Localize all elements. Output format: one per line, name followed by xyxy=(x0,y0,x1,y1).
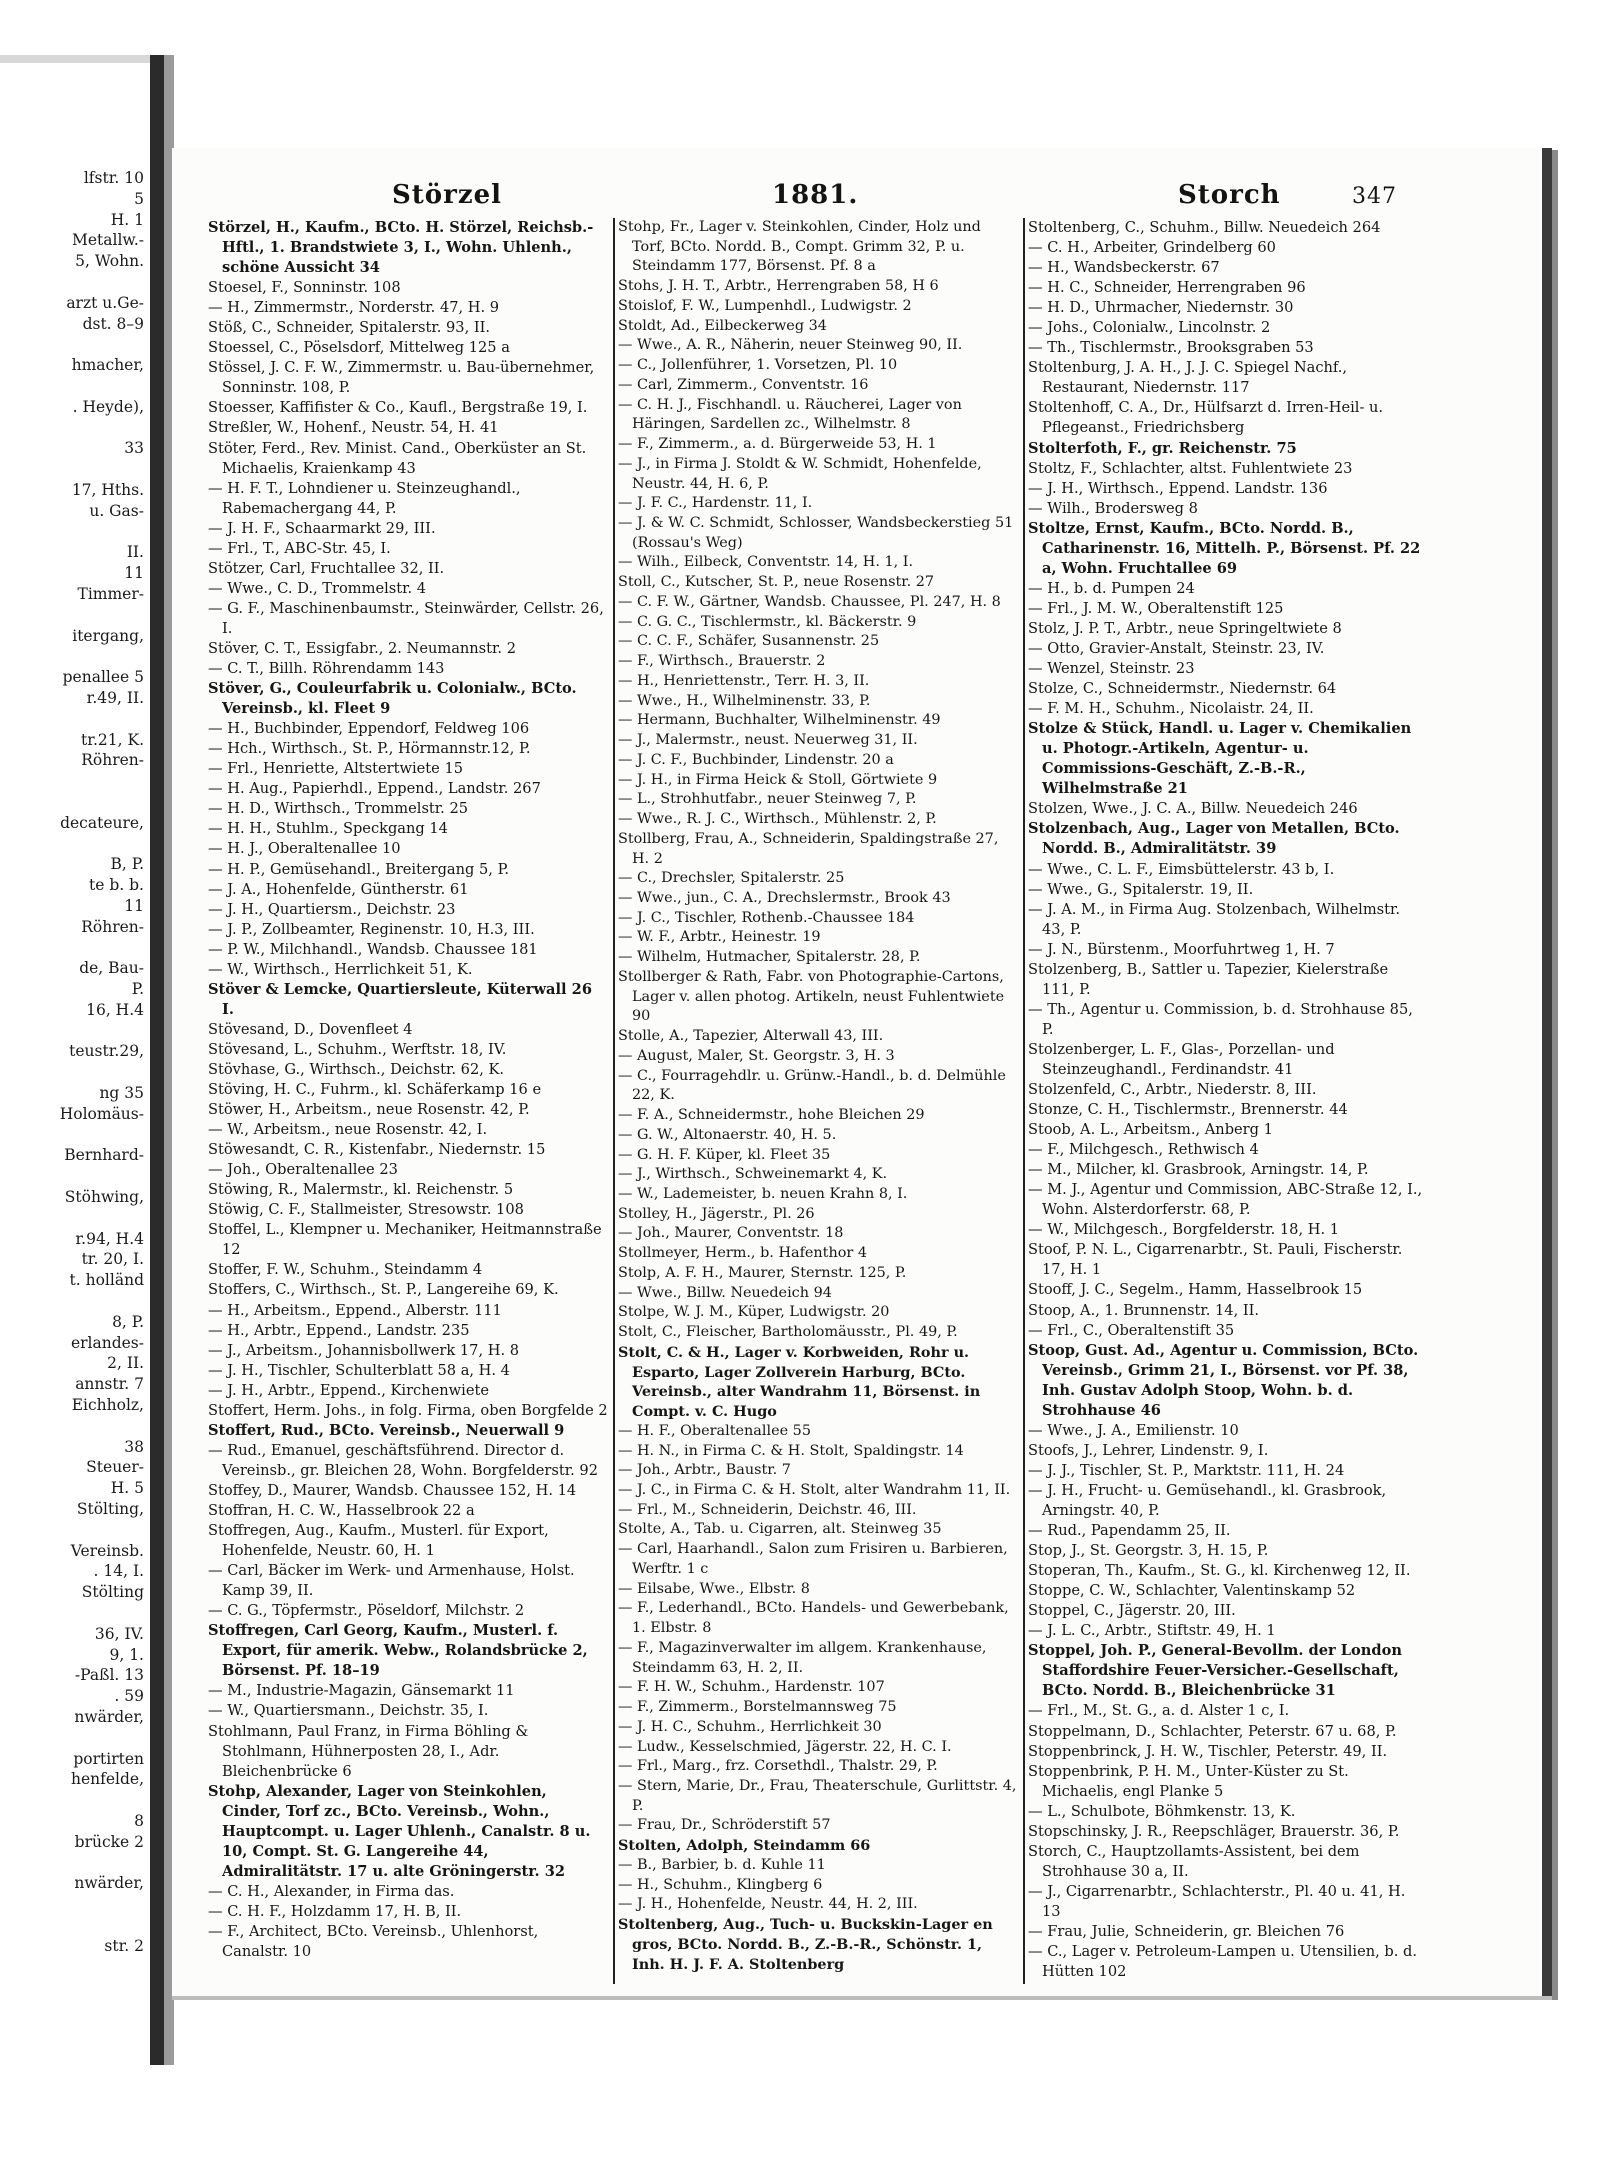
directory-entry: Stollberger & Rath, Fabr. von Photographie-Cartons, Lager v. allen photog. Artikeln, neust Fuhlentwiete 90 xyxy=(618,968,1005,1025)
directory-entry: — H. C., Schneider, Herrengraben 96 xyxy=(1028,279,1306,297)
directory-entry: Stohp, Fr., Lager v. Steinkohlen, Cinder, Holz und Torf, BCto. Nordd. B., Compt. Grimm 32, P. u. Steindamm 177, Börsenst. Pf. 8 a xyxy=(618,219,981,275)
directory-entry: Stoltenburg, J. A. H., J. J. C. Spiegel Nachf., Restaurant, Niedernstr. 117 xyxy=(1028,359,1348,397)
fragment-line: Stölting xyxy=(81,1583,144,1602)
fragment-line: arzt u.Ge- xyxy=(66,293,144,312)
fragment-line: lfstr. 10 xyxy=(83,169,144,187)
directory-entry: — J. H., Tischler, Schulterblatt 58 a, H. 4 xyxy=(208,1361,510,1379)
directory-entry: — Wilh., Eilbeck, Conventstr. 14, H. 1, I. xyxy=(618,554,914,571)
running-head-left: Störzel xyxy=(392,180,503,210)
directory-entry: Stolterfoth, F., gr. Reichenstr. 75 xyxy=(1028,439,1297,457)
directory-entry: Stötzer, Carl, Fruchtallee 32, II. xyxy=(208,559,445,577)
left-page-fragment xyxy=(0,168,150,1957)
directory-entry: Stoltze, Ernst, Kaufm., BCto. Nordd. B., Catharinenstr. 16, Mittelh. P., Börsenst. Pf. 22 a, Wohn. Fruchtallee 69 xyxy=(1028,519,1421,577)
fragment-line xyxy=(0,1021,150,1042)
fragment-line: 11 xyxy=(124,564,144,583)
fragment-line xyxy=(0,1125,150,1146)
directory-entry: — C. G., Töpfermstr., Pöseldorf, Milchstr. 2 xyxy=(208,1602,525,1620)
directory-entry: — H. F., Oberaltenallee 55 xyxy=(618,1422,811,1439)
directory-entry: Stöwer, H., Arbeitsm., neue Rosenstr. 42, P. xyxy=(208,1101,530,1119)
column-2 xyxy=(618,218,1018,1974)
directory-entry: — Wwe., C. D., Trommelstr. 4 xyxy=(208,579,427,597)
fragment-line xyxy=(0,709,150,730)
directory-entry: — F., Zimmerm., Borstelmannsweg 75 xyxy=(618,1699,897,1716)
directory-entry: Stoltenhoff, C. A., Dr., Hülfsarzt d. Irren-Heil- u. Pflegeanst., Friedrichsberg xyxy=(1028,399,1384,437)
directory-entry: — J. H., Wirthsch., Eppend. Landstr. 136 xyxy=(1028,479,1328,497)
directory-entry: Stoppenbrinck, J. H. W., Tischler, Peterstr. 49, II. xyxy=(1028,1742,1388,1760)
directory-entry: — Wwe., Billw. Neuedeich 94 xyxy=(618,1284,832,1301)
directory-entry: — L., Schulbote, Böhmkenstr. 13, K. xyxy=(1028,1802,1296,1820)
directory-entry: — Wenzel, Steinstr. 23 xyxy=(1028,660,1195,678)
directory-entry: Stöwig, C. F., Stallmeister, Stresowstr. 108 xyxy=(208,1201,524,1219)
directory-entry: — W., Milchgesch., Borgfelderstr. 18, H. 1 xyxy=(1028,1221,1340,1239)
directory-entry: — Rud., Papendamm 25, II. xyxy=(1028,1522,1231,1540)
fragment-line: Holomäus- xyxy=(59,1104,144,1123)
directory-entry: — F., Milchgesch., Rethwisch 4 xyxy=(1028,1141,1259,1159)
fragment-line xyxy=(0,1790,150,1811)
directory-entry: — H. J., Oberaltenallee 10 xyxy=(208,840,401,858)
fragment-line: Röhren- xyxy=(81,751,144,770)
directory-entry: — J. A., Hohenfelde, Güntherstr. 61 xyxy=(208,880,469,898)
directory-entry: Stoffel, L., Klempner u. Mechaniker, Heitmannstraße 12 xyxy=(208,1221,602,1259)
directory-entry: — J. H. C., Schuhm., Herrlichkeit 30 xyxy=(618,1718,882,1735)
directory-entry: — F., Zimmerm., a. d. Bürgerweide 53, H. 1 xyxy=(618,436,937,453)
directory-entry: — Frl., Henriette, Altstertwiete 15 xyxy=(208,760,464,778)
directory-entry: — Wwe., A. R., Näherin, neuer Steinweg 90, II. xyxy=(618,337,963,354)
fragment-line: 33 xyxy=(124,439,144,458)
fragment-line: 5, Wohn. xyxy=(75,252,144,271)
directory-entry: Stöver, G., Couleurfabrik u. Colonialw., BCto. Vereinsb., kl. Fleet 9 xyxy=(208,680,577,718)
directory-entry: Stolt, C., Fleischer, Bartholomäusstr., Pl. 49, P. xyxy=(618,1324,958,1341)
directory-entry: Stoffert, Herm. Johs., in folg. Firma, oben Borgfelde 2 xyxy=(208,1401,608,1419)
fragment-line: tr.21, K. xyxy=(81,730,144,749)
directory-entry: Stoffregen, Aug., Kaufm., Musterl. für Export, Hohenfelde, Neustr. 60, H. 1 xyxy=(208,1522,549,1560)
directory-entry: — J., in Firma J. Stoldt & W. Schmidt, Hohenfelde, Neustr. 44, H. 6, P. xyxy=(618,455,982,492)
directory-entry: — H. D., Wirthsch., Trommelstr. 25 xyxy=(208,800,469,818)
directory-entry: — C. T., Billh. Röhrendamm 143 xyxy=(208,660,445,678)
directory-entry: — J., Cigarrenarbtr., Schlachterstr., Pl. 40 u. 41, H. 13 xyxy=(1028,1882,1406,1920)
fragment-line: 2, II. xyxy=(107,1354,144,1373)
directory-entry: — M., Industrie-Magazin, Gänsemarkt 11 xyxy=(208,1682,515,1700)
directory-entry: Stoob, A. L., Arbeitsm., Anberg 1 xyxy=(1028,1121,1273,1139)
directory-entry: — H. P., Gemüsehandl., Breitergang 5, P. xyxy=(208,860,510,878)
fragment-line: II. xyxy=(126,543,144,562)
directory-entry: — Carl, Bäcker im Werk- und Armenhause, Holst. Kamp 39, II. xyxy=(208,1562,575,1600)
fragment-line xyxy=(0,1062,150,1083)
directory-entry: Stoppel, C., Jägerstr. 20, III. xyxy=(1028,1602,1236,1620)
directory-entry: Stolze & Stück, Handl. u. Lager v. Chemikalien u. Photogr.-Artikeln, Agentur- u. Commissions-Geschäft, Z.-B.-R., Wilhelmstraße 21 xyxy=(1028,720,1412,798)
directory-entry: — Wwe., H., Wilhelminenstr. 33, P. xyxy=(618,692,871,709)
fragment-line: annstr. 7 xyxy=(75,1375,144,1394)
directory-entry: — Joh., Arbtr., Baustr. 7 xyxy=(618,1462,791,1479)
column-divider xyxy=(613,218,615,1984)
fragment-line: Stöhwing, xyxy=(64,1188,144,1207)
fragment-line: -Paßl. 13 xyxy=(74,1666,144,1685)
fragment-line: Stölting, xyxy=(76,1500,144,1518)
fragment-line: 8 xyxy=(134,1811,144,1830)
directory-entry: — Wwe., jun., C. A., Drechslermstr., Brook 43 xyxy=(618,889,951,906)
directory-entry: Stoppel, Joh. P., General-Bevollm. der London Staffordshire Feuer-Versicher.-Gesellschaft, BCto. Nordd. B., Bleichenbrücke 31 xyxy=(1028,1642,1402,1700)
directory-entry: — Eilsabe, Wwe., Elbstr. 8 xyxy=(618,1580,810,1597)
directory-entry: — C. H., Alexander, in Firma das. xyxy=(208,1882,455,1900)
directory-entry: — J. P., Zollbeamter, Reginenstr. 10, H.3, III. xyxy=(208,920,535,938)
directory-entry: Stövesand, D., Dovenfleet 4 xyxy=(208,1020,413,1038)
directory-entry: — Joh., Maurer, Conventstr. 18 xyxy=(618,1225,844,1242)
fragment-line: hmacher, xyxy=(71,356,144,375)
directory-entry: Stolt, C. & H., Lager v. Korbweiden, Rohr u. Esparto, Lager Zollverein Harburg, BCto. Vereinsb., alter Wandrahm 11, Börsenst. in Compt. v. C. Hugo xyxy=(618,1343,981,1421)
column-3 xyxy=(1028,218,1424,1982)
directory-page xyxy=(160,148,1542,1998)
fragment-line: itergang, xyxy=(72,626,144,645)
directory-entry: — C. G. C., Tischlermstr., kl. Bäckerstr. 9 xyxy=(618,613,917,630)
directory-entry: — Hch., Wirthsch., St. P., Hörmannstr.12, P. xyxy=(208,740,531,758)
directory-entry: — J. H. F., Schaarmarkt 29, III. xyxy=(208,519,436,537)
directory-entry: — J. H., Frucht- u. Gemüsehandl., kl. Grasbrook, Arningstr. 40, P. xyxy=(1028,1481,1387,1519)
fragment-line xyxy=(0,1915,150,1936)
fragment-line: Eichholz, xyxy=(71,1396,144,1415)
directory-entry: — Frau, Julie, Schneiderin, gr. Bleichen 76 xyxy=(1028,1922,1345,1940)
directory-entry: Stoesel, F., Sonninstr. 108 xyxy=(208,279,401,297)
directory-entry: Stöwing, R., Malermstr., kl. Reichenstr. 5 xyxy=(208,1181,514,1199)
fragment-line xyxy=(0,522,150,543)
fragment-line: portirten xyxy=(73,1749,144,1768)
fragment-line xyxy=(0,418,150,439)
directory-entry: — August, Maler, St. Georgstr. 3, H. 3 xyxy=(618,1047,895,1064)
directory-entry: — H., Arbeitsm., Eppend., Alberstr. 111 xyxy=(208,1301,502,1319)
fragment-line: r.49, II. xyxy=(86,688,144,707)
directory-entry: Stoffert, Rud., BCto. Vereinsb., Neuerwall 9 xyxy=(208,1421,565,1439)
directory-entry: — H. Aug., Papierhdl., Eppend., Landstr. 267 xyxy=(208,780,541,798)
fragment-line xyxy=(0,834,150,855)
page-number: 347 xyxy=(1352,184,1397,209)
directory-entry: — H., Wandsbeckerstr. 67 xyxy=(1028,259,1220,277)
directory-entry: Stoessel, C., Pöselsdorf, Mittelweg 125 a xyxy=(208,339,510,357)
fragment-line: . 14, I. xyxy=(93,1562,144,1581)
directory-entry: Stoperan, Th., Kaufm., St. G., kl. Kirchenweg 12, II. xyxy=(1028,1562,1411,1580)
fragment-line: henfelde, xyxy=(70,1770,144,1789)
directory-entry: — J. N., Bürstenm., Moorfuhrtweg 1, H. 7 xyxy=(1028,940,1335,958)
directory-entry: — Frl., T., ABC-Str. 45, I. xyxy=(208,539,391,557)
directory-entry: — G. W., Altonaerstr. 40, H. 5. xyxy=(618,1126,837,1143)
directory-entry: — H. D., Uhrmacher, Niedernstr. 30 xyxy=(1028,299,1294,317)
fragment-line: . Heyde), xyxy=(72,397,144,416)
directory-entry: — J., Malermstr., neust. Neuerweg 31, II. xyxy=(618,732,918,749)
fragment-line: H. 5 xyxy=(110,1479,144,1498)
directory-entry: Stohs, J. H. T., Arbtr., Herrengraben 58, H 6 xyxy=(618,278,939,295)
fragment-line: P. xyxy=(131,980,144,999)
directory-entry: Stonze, C. H., Tischlermstr., Brennerstr. 44 xyxy=(1028,1101,1348,1119)
fragment-line xyxy=(0,376,150,397)
directory-entry: — Wwe., C. L. F., Eimsbüttelerstr. 43 b, I. xyxy=(1028,860,1335,878)
directory-entry: — Frl., J. M. W., Oberaltenstift 125 xyxy=(1028,599,1284,617)
directory-entry: Stoislof, F. W., Lumpenhdl., Ludwigstr. 2 xyxy=(618,297,912,314)
fragment-line: teustr.29, xyxy=(69,1042,144,1061)
directory-entry: — W., Arbeitsm., neue Rosenstr. 42, I. xyxy=(208,1121,488,1139)
fragment-line xyxy=(0,1208,150,1229)
fragment-line: decateure, xyxy=(60,813,144,832)
directory-entry: — Th., Agentur u. Commission, b. d. Strohhause 85, P. xyxy=(1028,1000,1413,1038)
directory-entry: Stopschinsky, J. R., Reepschläger, Brauerstr. 36, P. xyxy=(1028,1822,1400,1840)
directory-entry: — C. H., Arbeiter, Grindelberg 60 xyxy=(1028,239,1276,257)
directory-entry: — J. H., Hohenfelde, Neustr. 44, H. 2, III. xyxy=(618,1896,918,1913)
directory-entry: — C. C. F., Schäfer, Susannenstr. 25 xyxy=(618,633,880,650)
directory-entry: Stoltenberg, C., Schuhm., Billw. Neuedeich 264 xyxy=(1028,219,1381,236)
directory-entry: Stoffers, C., Wirthsch., St. P., Langereihe 69, K. xyxy=(208,1281,559,1299)
directory-entry: Stolte, A., Tab. u. Cigarren, alt. Steinweg 35 xyxy=(618,1521,942,1538)
fragment-line xyxy=(0,1291,150,1312)
fragment-line: tr. 20, I. xyxy=(81,1250,144,1269)
directory-entry: — P. W., Milchhandl., Wandsb. Chaussee 181 xyxy=(208,940,538,958)
directory-entry: — Johs., Colonialw., Lincolnstr. 2 xyxy=(1028,319,1271,337)
fragment-line: Röhren- xyxy=(81,917,144,936)
fragment-line xyxy=(0,771,150,792)
fragment-line xyxy=(0,1728,150,1749)
directory-entry: Stöwesandt, C. R., Kistenfabr., Niedernstr. 15 xyxy=(208,1141,546,1159)
directory-entry: Stohlmann, Paul Franz, in Firma Böhling & Stohlmann, Hühnerposten 28, I., Adr. Bleichenbrücke 6 xyxy=(208,1722,529,1780)
fragment-line: erlandes- xyxy=(70,1333,144,1352)
directory-entry: — B., Barbier, b. d. Kuhle 11 xyxy=(618,1856,826,1873)
directory-entry: Stollmeyer, Herm., b. Hafenthor 4 xyxy=(618,1245,868,1262)
fragment-line xyxy=(0,1894,150,1915)
directory-entry: — F. A., Schneidermstr., hohe Bleichen 29 xyxy=(618,1107,925,1124)
fragment-line xyxy=(0,272,150,293)
directory-entry: — J. H., Quartiersm., Deichstr. 23 xyxy=(208,900,456,918)
directory-entry: Störzel, H., Kaufm., BCto. H. Störzel, Reichsb.-Hftl., 1. Brandstwiete 3, I., Wohn. Uhlenh., schöne Aussicht 34 xyxy=(208,219,594,277)
directory-entry: — J. F. C., Hardenstr. 11, I. xyxy=(618,495,813,512)
directory-entry: — Frl., M., Schneiderin, Deichstr. 46, III. xyxy=(618,1501,917,1518)
fragment-line: 17, Hths. xyxy=(71,480,144,499)
directory-entry: — Wwe., R. J. C., Wirthsch., Mühlenstr. 2, P. xyxy=(618,811,937,828)
fragment-line: brücke 2 xyxy=(74,1832,144,1851)
directory-entry: Stoldt, Ad., Eilbeckerweg 34 xyxy=(618,317,827,334)
directory-entry: — F., Wirthsch., Brauerstr. 2 xyxy=(618,653,826,670)
fragment-line: nwärder, xyxy=(74,1707,144,1726)
directory-entry: Stolley, H., Jägerstr., Pl. 26 xyxy=(618,1205,815,1222)
fragment-line: B, P. xyxy=(110,855,144,874)
fragment-line xyxy=(0,937,150,958)
fragment-line xyxy=(0,646,150,667)
directory-entry: — H., Zimmermstr., Norderstr. 47, H. 9 xyxy=(208,299,500,317)
directory-entry: — H., Schuhm., Klingberg 6 xyxy=(618,1876,823,1893)
directory-entry: — J. C., in Firma C. & H. Stolt, alter Wandrahm 11, II. xyxy=(618,1482,1011,1498)
directory-entry: — W., Wirthsch., Herrlichkeit 51, K. xyxy=(208,960,473,978)
fragment-line: Metallw.- xyxy=(71,231,144,250)
fragment-line: 11 xyxy=(124,896,144,915)
directory-entry: — J. & W. C. Schmidt, Schlosser, Wandsbeckerstieg 51 (Rossau's Weg) xyxy=(618,515,1014,551)
directory-entry: — M., Milcher, kl. Grasbrook, Arningstr. 14, P. xyxy=(1028,1161,1369,1179)
directory-entry: — Joh., Oberaltenallee 23 xyxy=(208,1161,398,1179)
directory-entry: — J. C. F., Buchbinder, Lindenstr. 20 a xyxy=(618,751,894,768)
fragment-line xyxy=(0,1520,150,1541)
directory-entry: — C., Drechsler, Spitalerstr. 25 xyxy=(618,870,845,887)
directory-entry: Stolzenbach, Aug., Lager von Metallen, BCto. Nordd. B., Admiralitätstr. 39 xyxy=(1028,820,1400,858)
directory-entry: — C., Fourragehdlr. u. Grünw.-Handl., b. d. Delmühle 22, K. xyxy=(618,1067,1006,1104)
fragment-line: t. holländ xyxy=(69,1271,144,1290)
fragment-line: Timmer- xyxy=(77,584,144,603)
directory-entry: — F., Lederhandl., BCto. Handels- und Gewerbebank, 1. Elbstr. 8 xyxy=(618,1600,1009,1637)
fragment-line: 5 xyxy=(134,189,144,208)
fragment-line xyxy=(0,1603,150,1624)
directory-entry: — Carl, Haarhandl., Salon zum Frisiren u. Barbieren, Werftr. 1 c xyxy=(618,1541,1008,1577)
directory-entry: Stövesand, L., Schuhm., Werftstr. 18, IV. xyxy=(208,1040,507,1058)
fragment-line: u. Gas- xyxy=(89,501,144,520)
directory-entry: Stöver, C. T., Essigfabr., 2. Neumannstr. 2 xyxy=(208,639,516,657)
fragment-line: ng 35 xyxy=(99,1084,144,1103)
directory-entry: — Hermann, Buchhalter, Wilhelminenstr. 49 xyxy=(618,712,941,729)
directory-entry: Stolzenfeld, C., Arbtr., Niederstr. 8, III. xyxy=(1028,1081,1317,1099)
directory-entry: — H., Buchbinder, Eppendorf, Feldweg 106 xyxy=(208,720,530,738)
directory-entry: — J. H., Arbtr., Eppend., Kirchenwiete xyxy=(208,1381,489,1399)
directory-entry: — W., Lademeister, b. neuen Krahn 8, I. xyxy=(618,1185,908,1202)
fragment-line: te b. b. xyxy=(89,876,144,895)
directory-entry: Stollberg, Frau, A., Schneiderin, Spaldingstraße 27, H. 2 xyxy=(618,830,999,867)
directory-entry: — Wwe., J. A., Emilienstr. 10 xyxy=(1028,1421,1239,1439)
directory-entry: Stohp, Alexander, Lager von Steinkohlen, Cinder, Torf zc., BCto. Vereinsb., Wohn., Hauptcompt. u. Lager Uhlenh., Canalstr. 8 u. 10, Compt. St. G. Langereihe 44, Admiralitätstr. 17 u. alte Gröningerstr. 32 xyxy=(208,1782,591,1880)
directory-entry: Stössel, J. C. F. W., Zimmermstr. u. Bau-übernehmer, Sonninstr. 108, P. xyxy=(208,359,595,397)
column-1 xyxy=(208,218,608,1962)
fragment-line: penallee 5 xyxy=(62,668,144,687)
directory-entry: — H. F. T., Lohndiener u. Steinzeughandl., Rabemachergang 44, P. xyxy=(208,479,521,517)
directory-entry: — J., Wirthsch., Schweinemarkt 4, K. xyxy=(618,1166,888,1183)
directory-entry: Streßler, W., Hohenf., Neustr. 54, H. 41 xyxy=(208,419,499,437)
directory-entry: Stolzenberg, B., Sattler u. Tapezier, Kielerstraße 111, P. xyxy=(1028,960,1389,998)
directory-entry: Stoffregen, Carl Georg, Kaufm., Musterl. f. Export, für amerik. Webw., Rolandsbrücke 2, Börsenst. Pf. 18–19 xyxy=(208,1622,588,1680)
directory-entry: Stolten, Adolph, Steindamm 66 xyxy=(618,1837,871,1855)
fragment-line: 38 xyxy=(124,1437,144,1456)
directory-entry: — C., Lager v. Petroleum-Lampen u. Utensilien, b. d. Hütten 102 xyxy=(1028,1943,1417,1981)
directory-entry: — G. F., Maschinenbaumstr., Steinwärder, Cellstr. 26, I. xyxy=(208,599,604,637)
directory-entry: — Th., Tischlermstr., Brooksgraben 53 xyxy=(1028,339,1314,357)
directory-entry: Stolzen, Wwe., J. C. A., Billw. Neuedeich 246 xyxy=(1028,800,1358,818)
directory-entry: Stoof, P. N. L., Cigarrenarbtr., St. Pauli, Fischerstr. 17, H. 1 xyxy=(1028,1241,1403,1279)
fragment-line: Steuer- xyxy=(86,1458,144,1477)
directory-entry: — C. H. F., Holzdamm 17, H. B, II. xyxy=(208,1902,462,1920)
fragment-line xyxy=(0,459,150,480)
fragment-line: de, Bau- xyxy=(79,959,144,978)
directory-entry: Stöver & Lemcke, Quartiersleute, Küterwall 26 I. xyxy=(208,980,592,1018)
directory-entry: — C., Jollenführer, 1. Vorsetzen, Pl. 10 xyxy=(618,357,898,374)
directory-entry: — F. H. W., Schuhm., Hardenstr. 107 xyxy=(618,1679,885,1696)
directory-entry: — Rud., Emanuel, geschäftsführend. Director d. Vereinsb., gr. Bleichen 28, Wohn. Borgfelderstr. 92 xyxy=(208,1441,598,1479)
directory-entry: Stoesser, Kaffifister & Co., Kaufl., Bergstraße 19, I. xyxy=(208,399,588,417)
fragment-line: 8, P. xyxy=(112,1312,144,1331)
directory-entry: Stolp, A. F. H., Maurer, Sternstr. 125, P. xyxy=(618,1264,907,1281)
directory-entry: Stoltz, F., Schlachter, altst. Fuhlentwiete 23 xyxy=(1028,459,1353,477)
directory-entry: — Stern, Marie, Dr., Frau, Theaterschule, Gurlittstr. 4, P. xyxy=(618,1778,1017,1814)
directory-entry: Stövhase, G., Wirthsch., Deichstr. 62, K. xyxy=(208,1060,505,1078)
directory-entry: Storch, C., Hauptzollamts-Assistent, bei dem Strohhause 30 a, II. xyxy=(1028,1842,1360,1880)
directory-entry: — Frl., C., Oberaltenstift 35 xyxy=(1028,1321,1235,1339)
directory-entry: — M. J., Agentur und Commission, ABC-Straße 12, I., Wohn. Alsterdorferstr. 68, P. xyxy=(1028,1181,1423,1219)
directory-entry: Stolle, A., Tapezier, Alterwall 43, III. xyxy=(618,1028,884,1045)
directory-entry: — Wilh., Brodersweg 8 xyxy=(1028,499,1198,517)
directory-entry: Stoop, A., 1. Brunnenstr. 14, II. xyxy=(1028,1301,1260,1319)
directory-entry: Stoppenbrink, P. H. M., Unter-Küster zu St. Michaelis, engl Planke 5 xyxy=(1028,1762,1349,1800)
directory-entry: Stöß, C., Schneider, Spitalerstr. 93, II. xyxy=(208,319,491,337)
directory-entry: — L., Strohhutfabr., neuer Steinweg 7, P. xyxy=(618,791,917,808)
directory-entry: — F., Architect, BCto. Vereinsb., Uhlenhorst, Canalstr. 10 xyxy=(208,1922,539,1961)
directory-entry: Stoppelmann, D., Schlachter, Peterstr. 67 u. 68, P. xyxy=(1028,1722,1397,1740)
directory-entry: Stoppe, C. W., Schlachter, Valentinskamp 52 xyxy=(1028,1582,1356,1600)
directory-entry: — H., Arbtr., Eppend., Landstr. 235 xyxy=(208,1321,470,1339)
directory-entry: — Carl, Zimmerm., Conventstr. 16 xyxy=(618,376,869,393)
running-head-right: Storch xyxy=(1178,180,1281,210)
directory-entry: Stöter, Ferd., Rev. Minist. Cand., Oberküster an St. Michaelis, Kraienkamp 43 xyxy=(208,439,587,477)
fragment-line: r.94, H.4 xyxy=(75,1229,144,1248)
fragment-line: H. 1 xyxy=(110,210,144,229)
directory-entry: — H., b. d. Pumpen 24 xyxy=(1028,579,1195,597)
directory-entry: — G. H. F. Küper, kl. Fleet 35 xyxy=(618,1146,831,1163)
directory-entry: — C. H. J., Fischhandl. u. Räucherei, Lager von Häringen, Sardellen zc., Wilhelmstr. 8 xyxy=(618,396,962,433)
directory-entry: — Wwe., G., Spitalerstr. 19, II. xyxy=(1028,880,1254,898)
column-divider xyxy=(1023,218,1025,1984)
running-head-year: 1881. xyxy=(772,180,859,210)
directory-entry: — H. N., in Firma C. & H. Stolt, Spaldingstr. 14 xyxy=(618,1442,964,1459)
directory-entry: — Frl., M., St. G., a. d. Alster 1 c, I. xyxy=(1028,1702,1290,1720)
fragment-line: Vereinsb. xyxy=(70,1541,144,1560)
fragment-line: dst. 8–9 xyxy=(82,314,144,333)
fragment-line xyxy=(0,1853,150,1874)
directory-entry: Stoffer, F. W., Schuhm., Steindamm 4 xyxy=(208,1261,483,1279)
directory-entry: — F., Magazinverwalter im allgem. Krankenhause, Steindamm 63, H. 2, II. xyxy=(618,1639,987,1676)
directory-entry: — W. F., Arbtr., Heinestr. 19 xyxy=(618,929,821,946)
fragment-line: 9, 1. xyxy=(109,1645,144,1664)
directory-entry: — Otto, Gravier-Anstalt, Steinstr. 23, IV. xyxy=(1028,639,1325,657)
directory-entry: Stolz, J. P. T., Arbtr., neue Springeltwiete 8 xyxy=(1028,619,1342,637)
directory-entry: Stolzenberger, L. F., Glas-, Porzellan- und Steinzeughandl., Ferdinandstr. 41 xyxy=(1028,1040,1335,1078)
directory-entry: — Wilhelm, Hutmacher, Spitalerstr. 28, P. xyxy=(618,949,921,966)
directory-entry: Stolpe, W. J. M., Küper, Ludwigstr. 20 xyxy=(618,1304,890,1321)
directory-entry: Stoffey, D., Maurer, Wandsb. Chaussee 152, H. 14 xyxy=(208,1481,577,1499)
fragment-line: 16, H.4 xyxy=(86,1000,144,1019)
fragment-line xyxy=(0,334,150,355)
fragment-line: nwärder, xyxy=(74,1874,144,1893)
directory-entry: — J. A. M., in Firma Aug. Stolzenbach, Wilhelmstr. 43, P. xyxy=(1028,900,1401,938)
directory-entry: — W., Quartiersmann., Deichstr. 35, I. xyxy=(208,1702,489,1720)
fragment-line: 36, IV. xyxy=(94,1624,144,1643)
directory-entry: — J. C., Tischler, Rothenb.-Chaussee 184 xyxy=(618,909,915,926)
directory-entry: Stoofs, J., Lehrer, Lindenstr. 9, I. xyxy=(1028,1441,1269,1459)
fragment-line: . 59 xyxy=(114,1687,144,1706)
directory-entry: — C. F. W., Gärtner, Wandsb. Chaussee, Pl. 247, H. 8 xyxy=(618,593,1001,610)
directory-entry: — Frl., Marg., frz. Corsethdl., Thalstr. 29, P. xyxy=(618,1758,938,1775)
directory-entry: — J. J., Tischler, St. P., Marktstr. 111, H. 24 xyxy=(1028,1461,1345,1479)
directory-entry: Stooff, J. C., Segelm., Hamm, Hasselbrook 15 xyxy=(1028,1281,1363,1299)
directory-entry: — J. L. C., Arbtr., Stiftstr. 49, H. 1 xyxy=(1028,1622,1276,1640)
directory-entry: Stoop, Gust. Ad., Agentur u. Commission, BCto. Vereinsb., Grimm 21, I., Börsenst. vor Pf. 38, Inh. Gustav Adolph Stoop, Wohn. b. d. Strohhause 46 xyxy=(1028,1341,1419,1419)
fragment-line xyxy=(0,1166,150,1187)
fragment-line xyxy=(0,792,150,813)
directory-entry: Stop, J., St. Georgstr. 3, H. 15, P. xyxy=(1028,1542,1269,1560)
directory-entry: Stoffran, H. C. W., Hasselbrook 22 a xyxy=(208,1502,475,1519)
directory-entry: Stöving, H. C., Fuhrm., kl. Schäferkamp 16 e xyxy=(208,1081,542,1099)
directory-entry: — H. H., Stuhlm., Speckgang 14 xyxy=(208,820,448,838)
directory-entry: Stoll, C., Kutscher, St. P., neue Rosenstr. 27 xyxy=(618,574,935,591)
directory-entry: — F. M. H., Schuhm., Nicolaistr. 24, II. xyxy=(1028,700,1314,718)
directory-entry: — Ludw., Kesselschmied, Jägerstr. 22, H. C. I. xyxy=(618,1738,952,1755)
fragment-line xyxy=(0,605,150,626)
directory-entry: — H., Henriettenstr., Terr. H. 3, II. xyxy=(618,672,870,689)
directory-entry: Stolze, C., Schneidermstr., Niedernstr. 64 xyxy=(1028,680,1337,698)
directory-entry: Stoltenberg, Aug., Tuch- u. Buckskin-Lager en gros, BCto. Nordd. B., Z.-B.-R., Schönstr. 1, Inh. H. J. F. A. Stoltenberg xyxy=(618,1916,993,1973)
directory-entry: — J. H., in Firma Heick & Stoll, Görtwiete 9 xyxy=(618,771,938,788)
directory-entry: — Frau, Dr., Schröderstift 57 xyxy=(618,1817,831,1834)
fragment-line: str. 2 xyxy=(104,1936,144,1955)
fragment-line xyxy=(0,1416,150,1437)
fragment-line: Bernhard- xyxy=(64,1146,144,1165)
directory-entry: — J., Arbeitsm., Johannisbollwerk 17, H. 8 xyxy=(208,1341,520,1359)
